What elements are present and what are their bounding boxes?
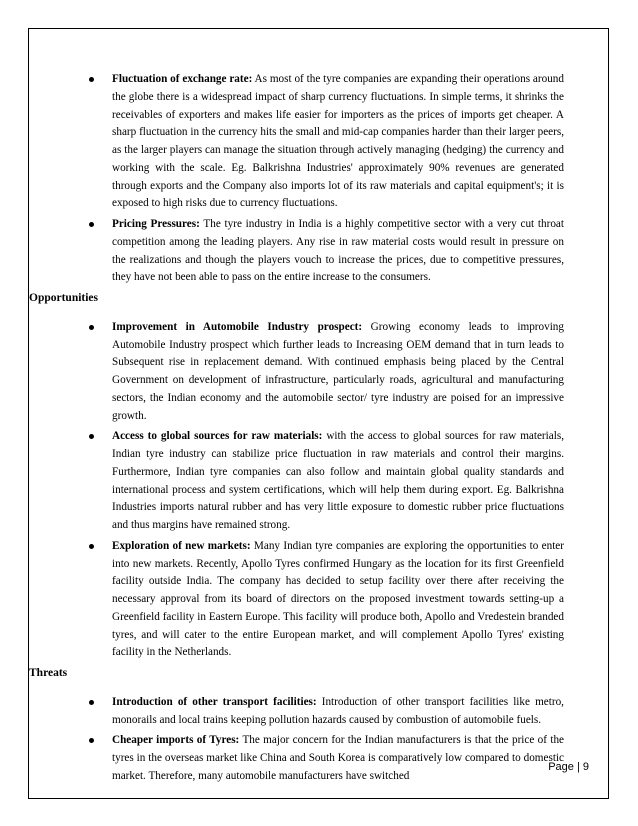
section-heading-threats: Threats [29, 667, 68, 679]
page-number: Page | 9 [548, 761, 589, 773]
item-body: As most of the tyre companies are expanding their operations around the globe there is a widespread impact of sharp currency fluctuations. In simple terms, it shrinks the receivables of exporters and makes life easier for importers as the prices of imports get cheaper. A sharp fluctuation in the currency hits the small and mid-cap companies harder than their larger peers, as the larger players can manage the situation through actively managing (hedging) the currency and working with the scale. Eg. Balkrishna Industries' approximately 90% revenues are generated through exports and the Company also imports lot of its raw materials and capital equipment's; it is exposed to high risks due to currency fluctuations. [112, 73, 564, 210]
item-body: Many Indian tyre companies are exploring the opportunities to enter into new markets. Recently, Apollo Tyres confirmed Hungary as the location for its first Greenfield facility outside India. The company has decided to setup facility over there after receiving the necessary approval from its board of directors on the proposed investment towards setting-up a Greenfield facility in Eastern Europe. This facility will produce both, Apollo and Vredestein branded tyres, and will cater to the entire European market, and will complement Apollo Tyres' existing facility in the Netherlands. [112, 539, 564, 659]
item-title: Fluctuation of exchange rate: [112, 73, 253, 85]
item-title: Access to global sources for raw materials: [112, 430, 323, 443]
bullet-icon [89, 325, 94, 330]
list-item [76, 216, 564, 287]
bullet-icon [89, 700, 94, 705]
item-title: Improvement in Automobile Industry prospect: [112, 320, 363, 333]
item-body: The major concern for the Indian manufacturers is that the price of the tyres in the overseas market like China and South Korea is comparatively low compared to domestic market. Therefore, many automobile manufacturers have switched [112, 734, 565, 782]
bullet-icon [89, 544, 94, 549]
bullet-icon [89, 434, 94, 439]
item-title: Cheaper imports of Tyres: [112, 734, 240, 747]
section-heading-opportunities: Opportunities [29, 292, 99, 304]
list-item [76, 71, 564, 213]
bullet-icon [89, 222, 94, 227]
item-body: Growing economy leads to improving Automobile Industry prospect which further leads to Increasing OEM demand that in turn leads to Subsequent rise in replacement demand. With continued emphasis being placed by the Central Government on development of infrastructure, particularly roads, agricultural and manufacturing sectors, the Indian economy and the automobile sector/ tyre industry are poised for an impressive growth. [112, 320, 564, 422]
bullet-icon [89, 738, 94, 743]
bullet-icon [89, 77, 94, 82]
list-item [76, 319, 564, 426]
item-body: Introduction of other transport facilities like metro, monorails and local trains keeping pollution hazards caused by combustion of automobile fuels. [112, 695, 564, 726]
list-item [76, 694, 564, 730]
list-item [76, 538, 564, 662]
list-item [76, 428, 564, 535]
list-item [76, 732, 564, 785]
item-body: with the access to global sources for raw materials, Indian tyre industry can stabilize price fluctuation in raw materials and control their margins. Furthermore, Indian tyre companies can also follow and maintain global quality standards and international process and system certifications, which will help them during export. Eg. Balkrishna Industries imports natural rubber and has very little exposure to domestic rubber price fluctuations and thus margins have remained strong. [112, 430, 564, 531]
item-title: Introduction of other transport facilities: [112, 695, 317, 708]
item-title: Pricing Pressures: [112, 218, 200, 230]
item-body: The tyre industry in India is a highly competitive sector with a very cut throat competition among the leading players. Any rise in raw material costs would result in pressure on the realizations and though the players vouch to increase the prices, due to competitive pressures, they have not been able to pass on the entire increase to the consumers. [112, 218, 564, 284]
page-content [29, 71, 565, 789]
document-page [28, 28, 609, 799]
item-title: Exploration of new markets: [112, 539, 251, 552]
